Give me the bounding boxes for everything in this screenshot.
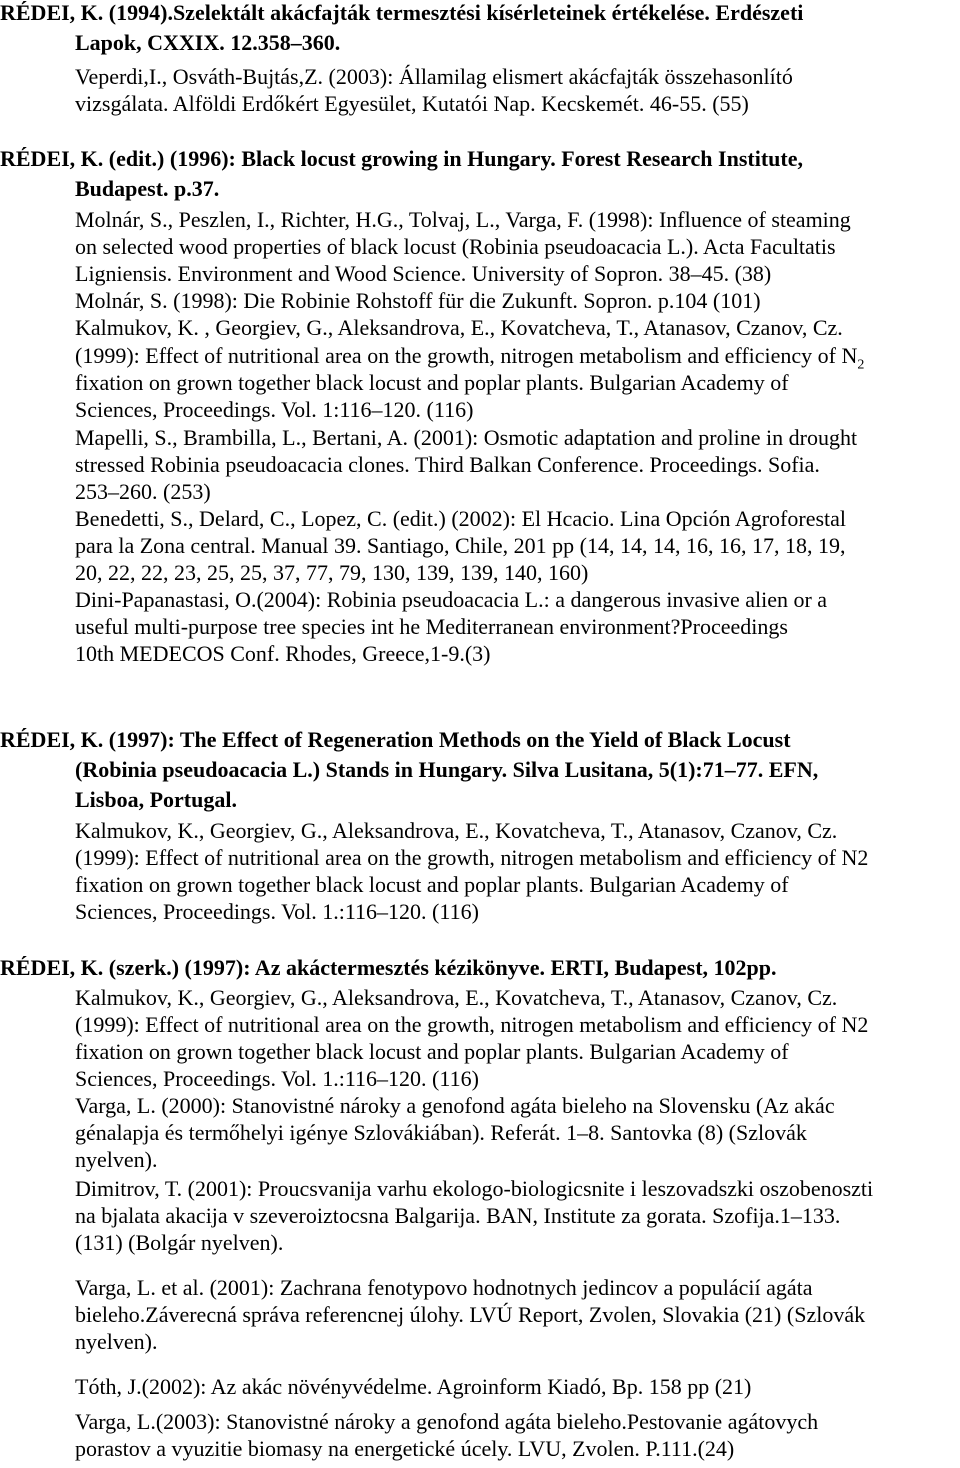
reference-line: 253–260. (253): [75, 479, 211, 504]
reference-line: bieleho.Záverecná správa referencnej úlohy. LVÚ Report, Zvolen, Slovakia (21) (Szlovák: [75, 1302, 866, 1327]
reference-line: 20, 22, 22, 23, 25, 25, 37, 77, 79, 130, 139, 139, 140, 160): [75, 560, 589, 585]
reference-line: on selected wood properties of black locust (Robinia pseudoacacia L.). Acta Facultatis: [75, 234, 836, 259]
reference-line: (1999): Effect of nutritional area on the growth, nitrogen metabolism and efficiency of N2: [75, 845, 869, 870]
reference-line: RÉDEI, K. (1997): The Effect of Regeneration Methods on the Yield of Black Locust: [0, 727, 791, 752]
reference-line: Benedetti, S., Delard, C., Lopez, C. (edit.) (2002): El Hcacio. Lina Opción Agroforestal: [75, 506, 847, 531]
reference-line: fixation on grown together black locust and poplar plants. Bulgarian Academy of: [75, 370, 789, 395]
reference-line: génalapja és termőhelyi igénye Szlovákiában). Referát. 1–8. Santovka (8) (Szlovák: [75, 1120, 807, 1145]
reference-line: Lapok, CXXIX. 12.358–360.: [75, 30, 341, 55]
reference-line: nyelven).: [75, 1147, 158, 1172]
reference-line: RÉDEI, K. (edit.) (1996): Black locust growing in Hungary. Forest Research Institute,: [0, 146, 803, 171]
reference-line: Tóth, J.(2002): Az akác növényvédelme. Agroinform Kiadó, Bp. 158 pp (21): [75, 1374, 752, 1399]
reference-line: Molnár, S., Peszlen, I., Richter, H.G., Tolvaj, L., Varga, F. (1998): Influence of steaming: [75, 207, 851, 232]
reference-line: Kalmukov, K., Georgiev, G., Aleksandrova, E., Kovatcheva, T., Atanasov, Czanov, Cz.: [75, 985, 838, 1010]
reference-line: Budapest. p.37.: [75, 176, 220, 201]
reference-line: 10th MEDECOS Conf. Rhodes, Greece,1-9.(3): [75, 641, 491, 666]
reference-line: Kalmukov, K. , Georgiev, G., Aleksandrova, E., Kovatcheva, T., Atanasov, Czanov, Cz.: [75, 315, 843, 340]
reference-line: Varga, L. (2000): Stanovistné nároky a genofond agáta bieleho na Slovensku (Az akác: [75, 1093, 835, 1118]
reference-line: Veperdi,I., Osváth-Bujtás,Z. (2003): Államilag elismert akácfajták összehasonlító: [75, 64, 793, 89]
reference-line: vizsgálata. Alföldi Erdőkért Egyesület, Kutatói Nap. Kecskemét. 46-55. (55): [75, 91, 749, 116]
reference-text: (1999): Effect of nutritional area on the growth, nitrogen metabolism and efficiency of N: [75, 343, 858, 368]
subscript-two: 2: [857, 357, 865, 373]
reference-line: RÉDEI, K. (szerk.) (1997): Az akáctermesztés kézikönyve. ERTI, Budapest, 102pp.: [0, 955, 777, 980]
reference-line: Varga, L.(2003): Stanovistné nároky a genofond agáta bieleho.Pestovanie agátovych: [75, 1409, 819, 1434]
reference-line: na bjalata akacija v szeveroiztocsna Balgarija. BAN, Institute za gorata. Szofija.1–133.: [75, 1203, 841, 1228]
reference-line: porastov a vyuzitie biomasy na energetické úcely. LVU, Zvolen. P.111.(24): [75, 1436, 735, 1461]
reference-line: (131) (Bolgár nyelven).: [75, 1230, 284, 1255]
reference-line: fixation on grown together black locust and poplar plants. Bulgarian Academy of: [75, 1039, 789, 1064]
reference-line: Dini-Papanastasi, O.(2004): Robinia pseudoacacia L.: a dangerous invasive alien or a: [75, 587, 828, 612]
reference-line: (1999): Effect of nutritional area on the growth, nitrogen metabolism and efficiency of N2: [75, 1012, 869, 1037]
reference-line: (Robinia pseudoacacia L.) Stands in Hungary. Silva Lusitana, 5(1):71–77. EFN,: [75, 757, 819, 782]
reference-line: Sciences, Proceedings. Vol. 1.:116–120. (116): [75, 1066, 479, 1091]
reference-line: RÉDEI, K. (1994).Szelektált akácfajták termesztési kísérleteinek értékelése. Erdészeti: [0, 0, 804, 25]
reference-line: Varga, L. et al. (2001): Zachrana fenotypovo hodnotnych jedincov a populácií agáta: [75, 1275, 813, 1300]
reference-line: Molnár, S. (1998): Die Robinie Rohstoff für die Zukunft. Sopron. p.104 (101): [75, 288, 761, 313]
reference-line: Sciences, Proceedings. Vol. 1:116–120. (116): [75, 397, 474, 422]
reference-line: para la Zona central. Manual 39. Santiago, Chile, 201 pp (14, 14, 14, 16, 16, 17, 18, 19,: [75, 533, 846, 558]
reference-line: Lisboa, Portugal.: [75, 787, 237, 812]
reference-line: Mapelli, S., Brambilla, L., Bertani, A. (2001): Osmotic adaptation and proline in drought: [75, 425, 858, 450]
reference-line: Ligniensis. Environment and Wood Science. University of Sopron. 38–45. (38): [75, 261, 772, 286]
reference-line: useful multi-purpose tree species int he Mediterranean environment?Proceedings: [75, 614, 788, 639]
reference-line: stressed Robinia pseudoacacia clones. Third Balkan Conference. Proceedings. Sofia.: [75, 452, 820, 477]
reference-line: Sciences, Proceedings. Vol. 1.:116–120. (116): [75, 899, 479, 924]
reference-line: Dimitrov, T. (2001): Proucsvanija varhu ekologo-biologicsnite i leszovadszki oszobenoszti: [75, 1176, 874, 1201]
reference-line: Kalmukov, K., Georgiev, G., Aleksandrova, E., Kovatcheva, T., Atanasov, Czanov, Cz.: [75, 818, 838, 843]
reference-line: fixation on grown together black locust and poplar plants. Bulgarian Academy of: [75, 872, 789, 897]
reference-line: nyelven).: [75, 1329, 158, 1354]
